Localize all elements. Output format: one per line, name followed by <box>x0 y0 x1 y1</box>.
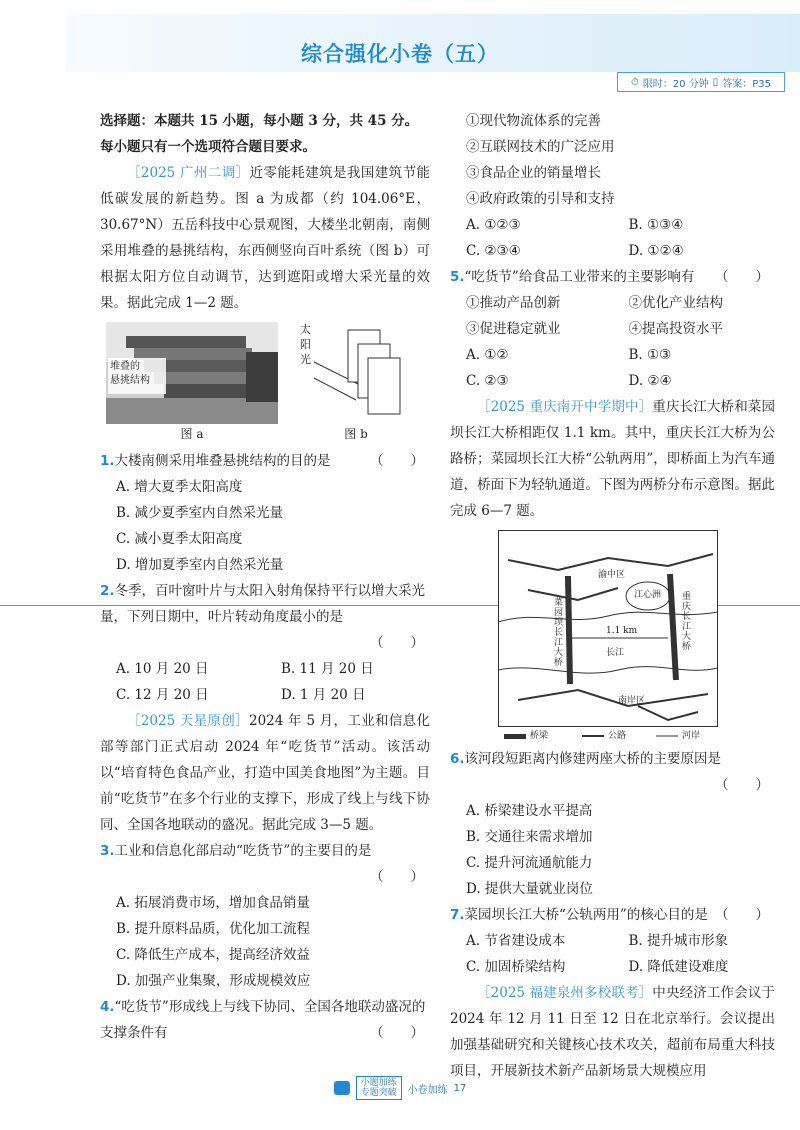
q4-item-1: ①现代物流体系的完善 <box>466 113 601 129</box>
question-4: 4.“吃货节”形成线上与线下协同、全国各地联动盛况的支撑条件有 （ ） <box>100 999 426 1041</box>
map-label-island: 江心洲 <box>634 590 662 600</box>
passage-text: 近零能耗建筑是我国建筑节能低碳发展的新趋势。图 a 为成都（约 104.06°E，30.67°N）五岳科技中心景观图，大楼坐北朝南，南侧采用堆叠的悬挑结构，东西侧竖向百叶系统（图 b）可根据太阳方位自动调节，达到遮阳或增大采光量的效果。据此完成 1—2 题。 <box>100 165 431 311</box>
clock-icon: ⏱ <box>631 76 639 88</box>
right-column <box>450 108 775 1084</box>
q5-option-d[interactable]: D. ②④ <box>628 373 672 389</box>
footer-label: 小卷加练 <box>407 1084 448 1096</box>
timer-label: 限时：20 分钟 <box>642 78 709 90</box>
louver-diagram <box>296 322 416 424</box>
question-7: 7.菜园坝长江大桥“公轨两用”的核心目的是 （ ） <box>450 907 769 923</box>
q4-option-c[interactable]: C. ②③④ <box>466 243 521 259</box>
q7-option-d[interactable]: D. 降低建设难度 <box>628 959 729 975</box>
map-label-bridge-right: 重庆长江大桥 <box>682 592 692 652</box>
q6-paren: （ ） <box>715 777 769 793</box>
document-icon: ▯ <box>712 76 719 88</box>
q5-option-a[interactable]: A. ①② <box>466 347 509 363</box>
q3-option-d[interactable]: D. 加强产业集聚，形成规模效应 <box>116 973 311 989</box>
q4-option-d[interactable]: D. ①②④ <box>628 243 684 259</box>
q6-option-b[interactable]: B. 交通往来需求增加 <box>466 829 593 845</box>
source-tag: ［2025 天星原创］ <box>127 713 249 729</box>
q7-options <box>450 928 775 980</box>
q7-option-b[interactable]: B. 提升城市形象 <box>628 933 729 949</box>
passage-2 <box>100 708 430 838</box>
q5-item-2: ②优化产业结构 <box>628 295 723 311</box>
question-1: 1.大楼南侧采用堆叠悬挑结构的目的是 （ ） <box>100 453 424 469</box>
footer-box: 小题加练 专题突破 <box>356 1076 402 1100</box>
passage-4 <box>450 980 775 1084</box>
q5-options <box>450 342 775 394</box>
q3-option-a[interactable]: A. 拓展消费市场，增加食品销量 <box>116 895 310 911</box>
mascot-icon <box>334 1081 350 1095</box>
q2-option-a[interactable]: A. 10 月 20 日 <box>116 661 209 677</box>
page-number: 17 <box>453 1082 467 1094</box>
map-label-distance: 1.1 km <box>606 626 638 636</box>
q5-item-1: ①推动产品创新 <box>466 295 561 311</box>
q1-option-c[interactable]: C. 减小夏季太阳高度 <box>116 531 243 547</box>
question-3: 3.工业和信息化部启动“吃货节”的主要目的是 <box>100 843 372 859</box>
q2-option-b[interactable]: B. 11 月 20 日 <box>281 661 374 677</box>
figure-b <box>296 322 416 442</box>
q3-paren: （ ） <box>370 869 424 885</box>
q4-option-b[interactable]: B. ①③④ <box>628 217 684 233</box>
q4-item-4: ④政府政策的引导和支持 <box>466 191 615 207</box>
legend-river: 河岸 <box>682 731 701 741</box>
passage-3 <box>450 394 775 524</box>
q4-option-a[interactable]: A. ①②③ <box>466 217 521 233</box>
left-column <box>100 108 430 1046</box>
q2-paren: （ ） <box>370 635 424 651</box>
q3-option-c[interactable]: C. 降低生产成本，提高经济效益 <box>116 947 310 963</box>
fig-a-label: 堆叠的 悬挑结构 <box>110 361 150 386</box>
building-photo <box>106 322 278 424</box>
timer-answer-box <box>617 72 785 92</box>
figure-row <box>100 322 430 448</box>
q1-option-b[interactable]: B. 减少夏季室内自然采光量 <box>116 505 284 521</box>
q6-option-a[interactable]: A. 桥梁建设水平提高 <box>466 803 593 819</box>
question-6: 6.该河段短距离内修建两座大桥的主要原因是 <box>450 751 722 767</box>
map-label-bridge-left: 菜园坝长江大桥 <box>554 598 564 668</box>
map-label-river: 长江 <box>606 648 625 658</box>
intro-text: 选择题：本题共 15 小题，每小题 3 分，共 45 分。每小题只有一个选项符合题目要求。 <box>100 113 419 155</box>
bridge-map <box>498 530 718 746</box>
map-label-nanan: 南岸区 <box>618 696 646 706</box>
source-tag: ［2025 福建泉州多校联考］ <box>477 985 653 1001</box>
passage-text: 2024 年 5 月，工业和信息化部等部门正式启动 2024 年“吃货节”活动。该活动以“培育特色食品产业，打造中国美食地图”为主题。目前“吃货节”在多个行业的支撑下，形成了线上与线下协同、全国各地联动的盛况。据此完成 3—5 题。 <box>100 713 430 833</box>
q4-item-3: ③食品企业的销量增长 <box>466 165 601 181</box>
q5-option-b[interactable]: B. ①③ <box>628 347 672 363</box>
map-label-yuzhong: 渝中区 <box>598 570 626 580</box>
q6-option-c[interactable]: C. 提升河流通航能力 <box>466 855 593 871</box>
fig-b-label: 太 阳 光 <box>300 323 311 366</box>
q7-option-a[interactable]: A. 节省建设成本 <box>466 933 566 949</box>
fig-a-caption: 图 a <box>180 427 204 441</box>
source-tag: ［2025 广州二调］ <box>127 165 250 181</box>
q7-option-c[interactable]: C. 加固桥梁结构 <box>466 959 566 975</box>
legend-road: 公路 <box>608 731 627 741</box>
q1-option-a[interactable]: A. 增大夏季太阳高度 <box>116 479 243 495</box>
q2-options <box>100 656 430 708</box>
q1-option-d[interactable]: D. 增加夏季室内自然采光量 <box>116 557 284 573</box>
q6-option-d[interactable]: D. 提供大量就业岗位 <box>466 881 593 897</box>
q5-option-c[interactable]: C. ②③ <box>466 373 509 389</box>
answer-label: 答案：P35 <box>722 78 771 90</box>
page-footer <box>0 1076 800 1100</box>
q5-items <box>450 290 775 342</box>
fig-b-caption: 图 b <box>344 427 368 441</box>
q3-option-b[interactable]: B. 提升原料品质，优化加工流程 <box>116 921 311 937</box>
q5-item-4: ④提高投资水平 <box>628 321 723 337</box>
source-tag: ［2025 重庆南开中学期中］ <box>477 399 653 415</box>
passage-text: 重庆长江大桥和菜园坝长江大桥相距仅 1.1 km。其中，重庆长江大桥为公路桥；菜园坝长江大桥“公轨两用”，即桥面上为汽车通道，桥面下为轻轨通道。下图为两桥分布示意图。据此完成 6—7 题。 <box>450 399 775 519</box>
q5-item-3: ③促进稳定就业 <box>466 321 561 337</box>
q2-option-d[interactable]: D. 1 月 20 日 <box>281 687 366 703</box>
q4-item-2: ②互联网技术的广泛应用 <box>466 139 615 155</box>
passage-text: 中央经济工作会议于 2024 年 12 月 11 日至 12 日在北京举行。会议提出加强基础研究和关键核心技术攻关，超前布局重大科技项目，开展新技术新产品新场景大规模应用 <box>450 985 775 1079</box>
question-5: 5.“吃货节”给食品工业带来的主要影响有 （ ） <box>450 269 769 285</box>
legend-bridge: 桥梁 <box>530 731 549 741</box>
q4-options <box>450 212 775 264</box>
question-2: 2.冬季，百叶窗叶片与太阳入射角保持平行以增大采光量，下列日期中，叶片转动角度最小的是 <box>100 583 426 625</box>
q2-option-c[interactable]: C. 12 月 20 日 <box>116 687 209 703</box>
passage-1 <box>100 160 430 316</box>
page-title: 综合强化小卷（五） <box>301 42 499 66</box>
figure-a <box>106 322 278 442</box>
